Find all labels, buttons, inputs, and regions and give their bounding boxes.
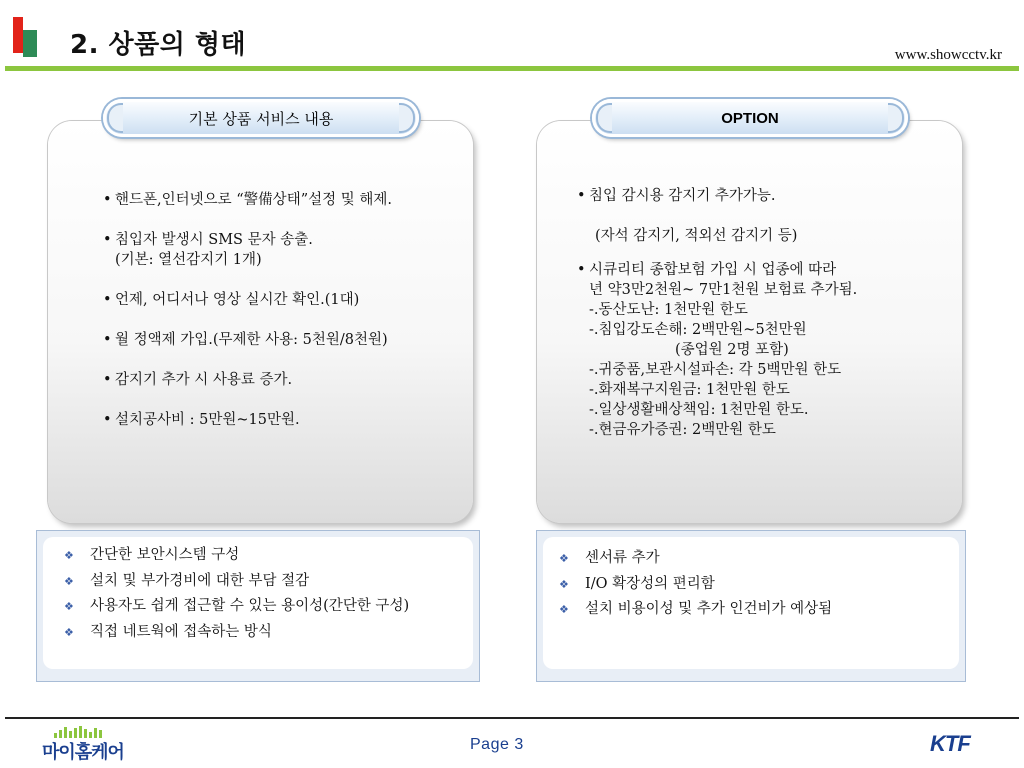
list-item-sub: -.현금유가증권: 2백만원 한도 xyxy=(589,422,776,438)
site-url: www.showcctv.kr xyxy=(894,47,1002,63)
list-item-sub: (종업원 2명 포함) xyxy=(675,342,789,358)
list-item: • 감지기 추가 시 사용료 증가. xyxy=(103,370,392,390)
list-item: • 침입 감시용 감지기 추가가능. xyxy=(577,186,857,206)
header-divider xyxy=(5,66,1019,71)
list-item: ❖ 간단한 보안시스템 구성 xyxy=(62,543,409,569)
footer-divider xyxy=(5,717,1019,719)
list-item-sub: -.침입강도손해: 2백만원~5천만원 xyxy=(589,322,807,338)
page-title: 2. 상품의 형태 xyxy=(70,30,247,60)
list-item: • 언제, 어디서나 영상 실시간 확인.(1대) xyxy=(103,290,392,310)
list-item: • 시큐리티 종합보험 가입 시 업종에 따라 xyxy=(577,260,857,280)
list-item-sub: 년 약3만2천원~ 7만1천원 보험료 추가됨. xyxy=(589,282,858,298)
basic-service-list xyxy=(103,190,392,430)
myhomecare-logo xyxy=(42,724,126,764)
list-item-sub: (기본: 열선감지기 1개) xyxy=(115,252,262,268)
list-item: ❖ 설치 비용이성 및 추가 인건비가 예상됨 xyxy=(557,597,832,623)
list-item-sub: -.화재복구지원금: 1천만원 한도 xyxy=(589,382,790,398)
option-list xyxy=(577,186,857,440)
logo-red-bar xyxy=(13,17,23,53)
list-item: ❖ I/O 확장성의 편리함 xyxy=(557,572,832,598)
list-item: • 설치공사비 : 5만원~15만원. xyxy=(103,410,392,430)
list-item: • 침입자 발생시 SMS 문자 송출. xyxy=(103,230,392,250)
myhomecare-logo-text: 마이홈케어 xyxy=(42,742,124,763)
list-item: ❖ 센서류 추가 xyxy=(557,546,832,572)
option-notes-list xyxy=(557,546,832,623)
logo-signal-bars-icon xyxy=(54,726,102,738)
list-item: • 핸드폰,인터넷으로 “警備상태”설정 및 해제. xyxy=(103,190,392,210)
list-item: • 월 정액제 가입.(무제한 사용: 5천원/8천원) xyxy=(103,330,392,350)
list-item-sub: (자석 감지기, 적외선 감지기 등) xyxy=(595,228,798,244)
list-item-sub: -.귀중품,보관시설파손: 각 5백만원 한도 xyxy=(589,362,842,378)
list-item-sub: -.동산도난: 1천만원 한도 xyxy=(589,302,748,318)
logo-green-bar xyxy=(23,30,37,57)
basic-service-tab xyxy=(103,99,419,137)
list-item: ❖ 직접 네트웍에 접속하는 방식 xyxy=(62,620,409,646)
list-item: ❖ 사용자도 쉽게 접근할 수 있는 용이성(간단한 구성) xyxy=(62,594,409,620)
ktf-logo: KTF xyxy=(930,731,970,756)
corner-logo-mark xyxy=(13,17,38,57)
basic-service-tab-label: 기본 상품 서비스 내용 xyxy=(188,109,334,128)
advantages-list xyxy=(62,543,409,645)
list-item: ❖ 설치 및 부가경비에 대한 부담 절감 xyxy=(62,569,409,595)
option-tab xyxy=(592,99,908,137)
list-item-sub: -.일상생활배상책임: 1천만원 한도. xyxy=(589,402,809,418)
option-tab-label: OPTION xyxy=(721,109,779,127)
page-number: Page 3 xyxy=(470,736,524,753)
